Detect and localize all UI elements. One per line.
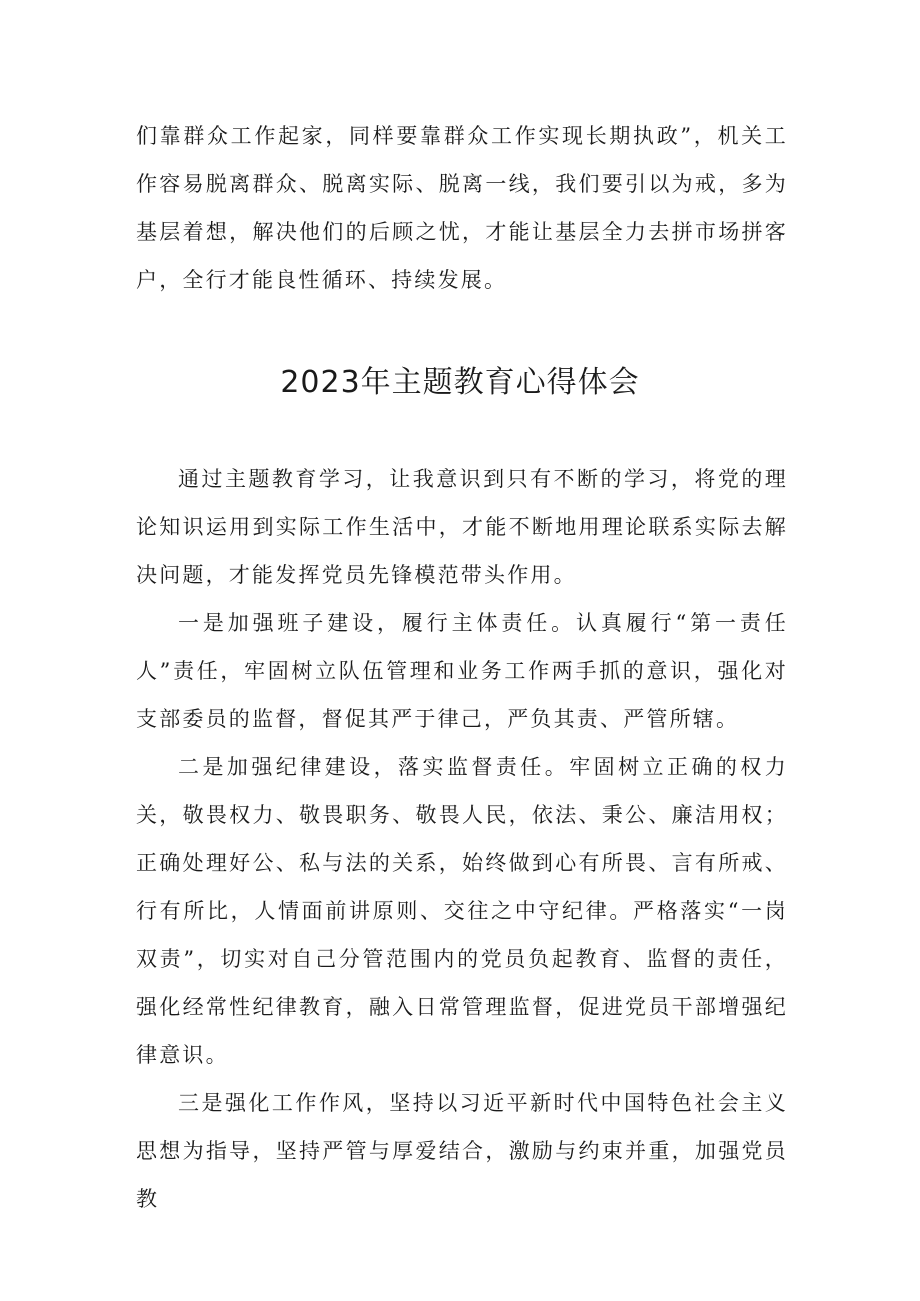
continuation-paragraph: 们靠群众工作起家，同样要靠群众工作实现长期执政”，机关工作容易脱离群众、脱离实际、脱离一线，我们要引以为戒，多为基层着想，解决他们的后顾之忧，才能让基层全力去拼市场拼客户，全行才能良性循环、持续发展。 — [136, 124, 788, 292]
document-title: 2023年主题教育心得体会 — [280, 365, 640, 400]
document-body — [136, 455, 788, 1223]
body-paragraph-one: 一是加强班子建设，履行主体责任。认真履行“第一责任人”责任，牢固树立队伍管理和业务工作两手抓的意识，强化对支部委员的监督，督促其严于律己，严负其责、严管所辖。 — [136, 611, 788, 731]
body-paragraph-intro: 通过主题教育学习，让我意识到只有不断的学习，将党的理论知识运用到实际工作生活中，才能不断地用理论联系实际去解决问题，才能发挥党员先锋模范带头作用。 — [136, 467, 788, 587]
body-paragraph-three: 三是强化工作作风，坚持以习近平新时代中国特色社会主义思想为指导，坚持严管与厚爱结合，激励与约束并重，加强党员教 — [136, 1091, 788, 1211]
body-paragraph-two: 二是加强纪律建设，落实监督责任。牢固树立正确的权力关，敬畏权力、敬畏职务、敬畏人民，依法、秉公、廉洁用权；正确处理好公、私与法的关系，始终做到心有所畏、言有所戒、行有所比，人情面前讲原则、交往之中守纪律。严格落实“一岗双责”，切实对自己分管范围内的党员负起教育、监督的责任，强化经常性纪律教育，融入日常管理监督，促进党员干部增强纪律意识。 — [136, 755, 788, 1067]
